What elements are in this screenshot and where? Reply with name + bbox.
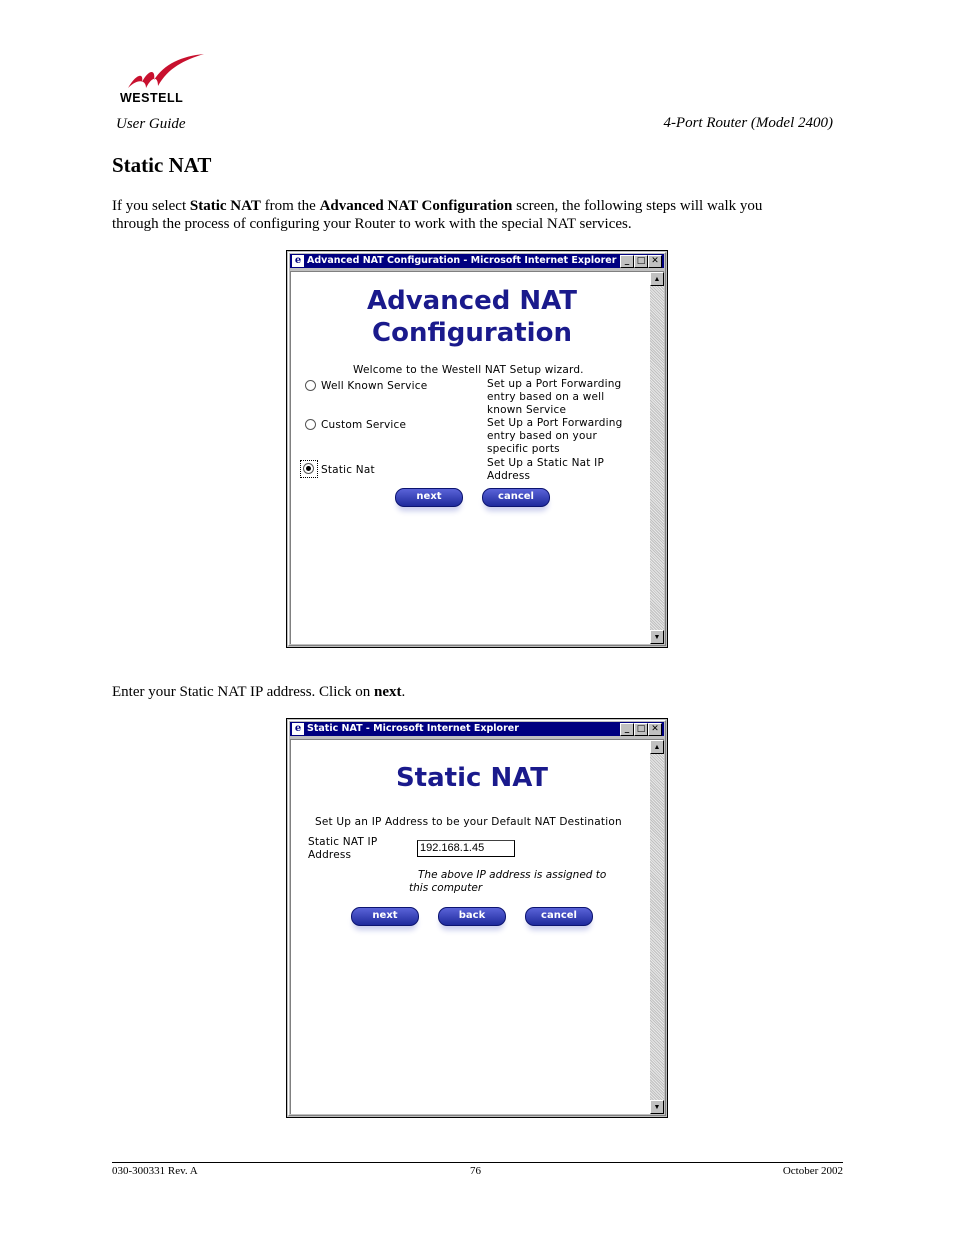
option-label-custom: Custom Service	[321, 419, 407, 431]
option-label-well-known: Well Known Service	[321, 380, 428, 392]
welcome-text: Welcome to the Westell NAT Setup wizard.	[353, 364, 584, 376]
scroll-down-arrow-icon[interactable]: ▼	[650, 630, 664, 644]
footer-left: 030-300331 Rev. A	[112, 1165, 198, 1177]
assigned-note: The above IP address is assigned to this computer	[409, 869, 607, 894]
ie-icon: e	[292, 255, 304, 267]
page-content	[290, 739, 664, 1114]
page-number: 76	[470, 1165, 481, 1177]
scroll-up-arrow-icon[interactable]: ▲	[650, 740, 664, 754]
intro-paragraph: If you select Static NAT from the Advanced NAT Configuration screen, the following steps will walk you through the process of configuring your Router to work with the special NAT services.	[112, 198, 763, 232]
header-right: 4-Port Router (Model 2400)	[663, 115, 833, 131]
westell-logo	[118, 52, 208, 108]
vertical-scrollbar[interactable]	[650, 740, 664, 1114]
brand-name: WESTELL	[120, 91, 184, 105]
close-button[interactable]: ✕	[648, 723, 662, 736]
step-caption: Enter your Static NAT IP address. Click on next.	[112, 684, 406, 700]
browser-window-static-nat	[286, 718, 668, 1118]
page-content	[290, 271, 664, 644]
minimize-button[interactable]: _	[620, 723, 634, 736]
static-nat-ip-input[interactable]: 192.168.1.45	[417, 840, 515, 857]
radio-well-known-service[interactable]	[305, 380, 316, 391]
scroll-down-arrow-icon[interactable]: ▼	[650, 1100, 664, 1114]
window-titlebar[interactable]	[290, 722, 664, 736]
ie-icon: e	[292, 723, 304, 735]
footer-right: October 2002	[782, 1165, 843, 1177]
window-title: Advanced NAT Configuration - Microsoft Internet Explorer	[307, 255, 617, 266]
page-heading: Advanced NAT Configuration	[366, 286, 578, 348]
browser-window-advanced-nat	[286, 250, 668, 648]
maximize-button[interactable]: □	[634, 723, 648, 736]
radio-custom-service[interactable]	[305, 419, 316, 430]
cancel-button[interactable]: cancel	[482, 488, 550, 507]
option-label-static-nat: Static Nat	[321, 464, 375, 476]
page-heading: Static NAT	[395, 763, 549, 793]
maximize-button[interactable]: □	[634, 255, 648, 268]
back-button[interactable]: back	[438, 907, 506, 926]
section-title: Static NAT	[112, 153, 212, 177]
radio-static-nat[interactable]	[303, 463, 314, 474]
instruction-text: Set Up an IP Address to be your Default NAT Destination	[315, 816, 622, 828]
static-nat-ip-label: Static NAT IP Address	[308, 836, 378, 861]
window-title: Static NAT - Microsoft Internet Explorer	[307, 723, 519, 734]
footer-rule	[112, 1162, 843, 1163]
close-button[interactable]: ✕	[648, 255, 662, 268]
option-desc-custom: Set Up a Port Forwarding entry based on your specific ports	[487, 417, 623, 455]
option-desc-well-known: Set up a Port Forwarding entry based on a well known Service	[487, 378, 622, 416]
minimize-button[interactable]: _	[620, 255, 634, 268]
header-left: User Guide	[116, 116, 186, 132]
option-desc-static-nat: Set Up a Static Nat IP Address	[487, 457, 604, 482]
cancel-button[interactable]: cancel	[525, 907, 593, 926]
window-titlebar[interactable]	[290, 254, 664, 268]
next-button[interactable]: next	[351, 907, 419, 926]
next-button[interactable]: next	[395, 488, 463, 507]
scroll-up-arrow-icon[interactable]: ▲	[650, 272, 664, 286]
